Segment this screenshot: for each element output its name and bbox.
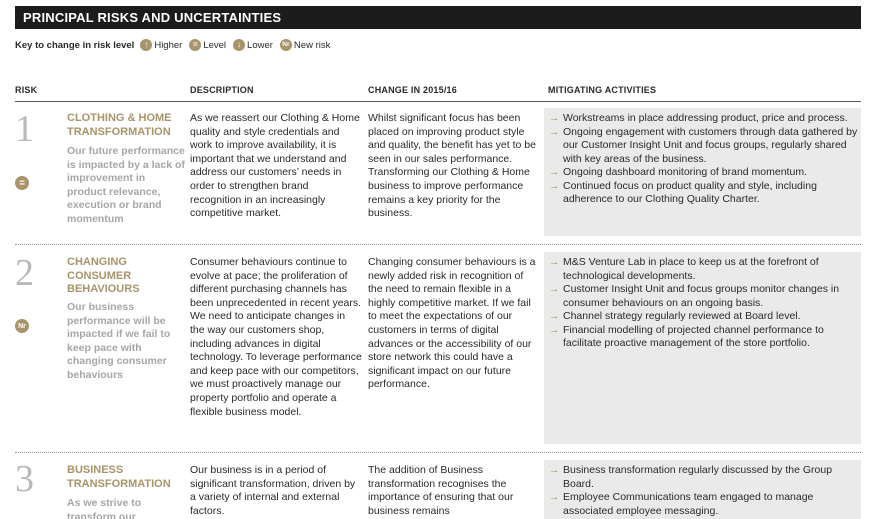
up-arrow-icon: ↑ xyxy=(140,39,152,51)
arrow-right-icon: → xyxy=(549,491,560,503)
level-icon: = xyxy=(15,176,29,190)
row-divider xyxy=(15,452,861,453)
risk-subtitle: Our future performance is impacted by a lack of improvement in product relevance, execution or brand momentum xyxy=(67,145,185,225)
mitigating-activities xyxy=(544,108,861,236)
arrow-right-icon: → xyxy=(549,464,560,476)
mitigating-item: → Business transformation regularly discussed by the Group Board. xyxy=(549,464,833,490)
arrow-right-icon: → xyxy=(549,283,560,295)
risk-change: The addition of Business transformation recognises the importance of ensuring that our business remains xyxy=(368,464,514,517)
level-icon: = xyxy=(189,39,201,51)
risk-title: CHANGING CONSUMER BEHAVIOURS xyxy=(67,256,140,295)
header-divider xyxy=(15,101,861,102)
column-header-description: DESCRIPTION xyxy=(190,85,254,95)
new-risk-icon: Nr xyxy=(280,39,292,51)
risk-description: Our business is in a period of significant transformation, driven by a variety of internal and external factors. xyxy=(190,464,356,517)
key-item-new-risk xyxy=(280,39,330,51)
risk-change: Changing consumer behaviours is a newly added risk in recognition of the need to remain flexible in a highly competitive market. If we fail to meet the expectations of our customers in terms of digital advances or the accessibility of our store network this could have a significant impact on our future performance. xyxy=(368,256,536,391)
key-label: Key to change in risk level xyxy=(15,39,135,51)
column-header-risk: RISK xyxy=(15,85,38,95)
mitigating-item: → Employee Communications team engaged to manage associated employee messaging. xyxy=(549,491,814,517)
key-item-label: Level xyxy=(203,39,227,51)
risk-number: 1 xyxy=(15,108,34,150)
arrow-right-icon: → xyxy=(549,310,560,322)
key-item-label: New risk xyxy=(293,39,331,51)
mitigating-item: → Workstreams in place addressing product, price and process. xyxy=(549,112,848,124)
arrow-right-icon: → xyxy=(549,112,560,124)
mitigating-item: → Continued focus on product quality and style, including adherence to our Clothing Quality Charter. xyxy=(549,179,817,205)
new-risk-icon: Nr xyxy=(15,319,29,333)
risk-title: BUSINESS TRANSFORMATION xyxy=(67,464,171,490)
mitigating-item: → Ongoing engagement with customers through data gathered by our Customer Insight Unit and focus groups, regularly shared with key areas of the business. xyxy=(549,125,858,165)
key-item-label: Higher xyxy=(154,39,183,51)
mitigating-item: → Channel strategy regularly reviewed at Board level. xyxy=(549,310,801,322)
risk-row-2 xyxy=(15,252,861,446)
risk-number: 2 xyxy=(15,252,34,294)
arrow-right-icon: → xyxy=(549,256,560,268)
risk-subtitle: Our business performance will be impacted if we fail to keep pace with changing consumer behaviours xyxy=(67,301,171,381)
column-header-change: CHANGE IN 2015/16 xyxy=(368,85,457,95)
risk-title: CLOTHING & HOME TRANSFORMATION xyxy=(67,112,172,138)
arrow-right-icon: → xyxy=(549,125,560,138)
mitigating-item: → M&S Venture Lab in place to keep us at the forefront of technological developments. xyxy=(549,256,819,282)
row-divider xyxy=(15,244,861,245)
risk-description: As we reassert our Clothing & Home quality and style credentials and work to improve availability, it is important that we understand and address our customers’ needs in order to strengthen brand recognition in an increasingly competitive market. xyxy=(190,112,360,220)
arrow-right-icon: → xyxy=(549,179,560,192)
risk-change: Whilst significant focus has been placed on improving product style and quality, the benefit has yet to be seen in our sales performance. Transforming our Clothing & Home business to improve performance remains a key priority for the business. xyxy=(368,112,536,220)
column-header-mitigating: MITIGATING ACTIVITIES xyxy=(548,85,657,95)
page-title: PRINCIPAL RISKS AND UNCERTAINTIES xyxy=(23,10,282,25)
mitigating-item: → Ongoing dashboard monitoring of brand momentum. xyxy=(549,166,807,178)
mitigating-item: → Customer Insight Unit and focus groups monitor changes in consumer behaviours on an ongoing basis. xyxy=(549,283,840,309)
risk-subtitle: As we strive to transform our xyxy=(67,497,142,519)
risk-level-key xyxy=(15,38,337,52)
arrow-right-icon: → xyxy=(549,323,560,336)
risk-description: Consumer behaviours continue to evolve at pace; the proliferation of different purchasing channels has been unprecedented in recent years. We need to anticipate changes in the way our customers shop, including advances in digital technology. To leverage performance and keep pace with our competitors, we must proactively manage our property portfolio and operate a flexible business model. xyxy=(190,256,362,418)
risk-row-1 xyxy=(15,108,861,244)
down-arrow-icon: ↓ xyxy=(233,39,245,51)
key-item-label: Lower xyxy=(247,39,273,51)
section-title-bar xyxy=(15,6,861,29)
key-item-lower xyxy=(233,39,273,51)
key-item-higher xyxy=(140,39,182,51)
mitigating-activities xyxy=(544,252,861,444)
risk-row-3 xyxy=(15,458,861,519)
mitigating-activities xyxy=(544,460,861,519)
mitigating-item: → Financial modelling of projected channel performance to facilitate proactive management of the store portfolio. xyxy=(549,323,824,349)
key-item-level xyxy=(189,39,226,51)
arrow-right-icon: → xyxy=(549,166,560,178)
risk-number: 3 xyxy=(15,458,34,500)
